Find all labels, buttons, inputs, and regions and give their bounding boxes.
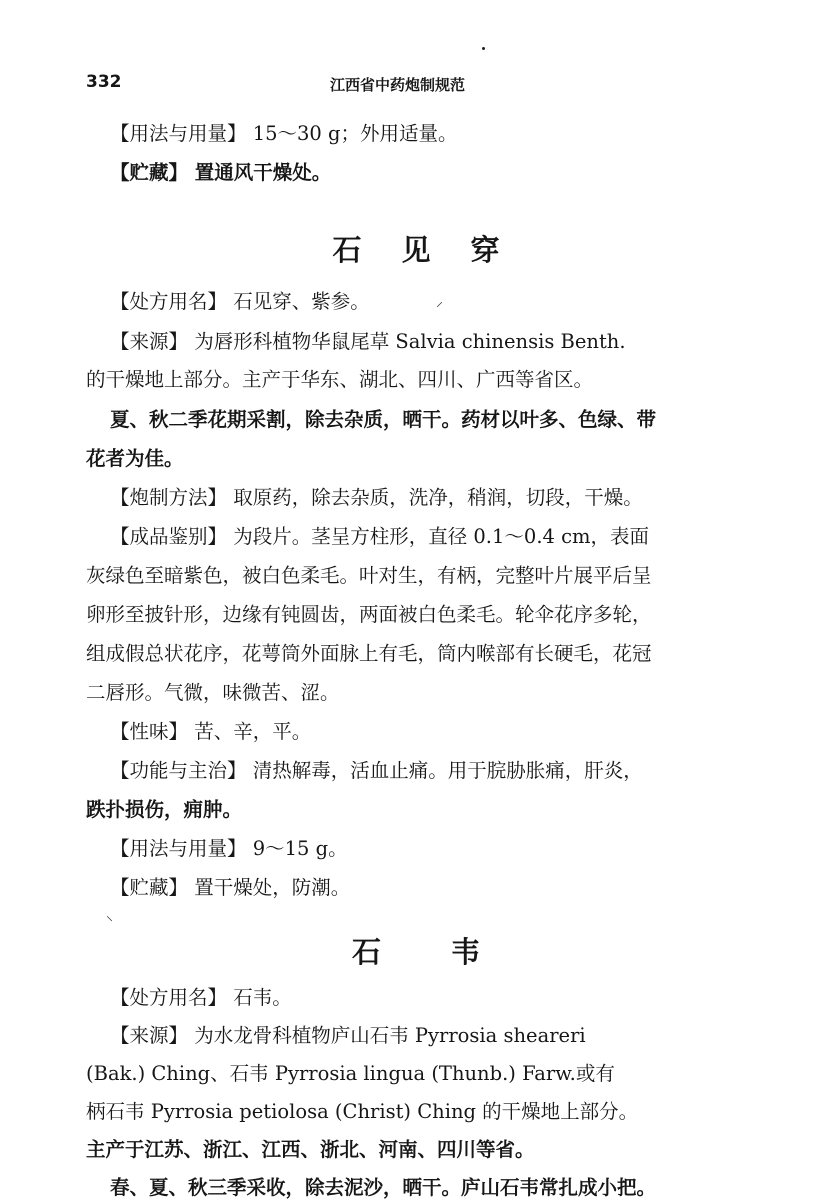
entry1-line: 【来源】 为唇形科植物华鼠尾草 Salvia chinensis Benth. [110, 330, 626, 353]
entry2-line: (Bak.) Ching、石韦 Pyrrosia lingua (Thunb.) Farw.或有 [86, 1062, 615, 1085]
page-number: 332 [86, 72, 122, 92]
entry1-line: 夏、秋二季花期采割，除去杂质，晒干。药材以叶多、色绿、带 [110, 408, 657, 431]
entry1-line: 组成假总状花序，花萼筒外面脉上有毛，筒内喉部有长硬毛，花冠 [86, 642, 652, 665]
entry1-line: 【用法与用量】 9～15 g。 [110, 837, 348, 860]
entry1-line: 【性味】 苦、辛，平。 [110, 720, 312, 743]
stray-mark: ⸌ [106, 914, 113, 930]
entry2-line: 【处方用名】 石韦。 [110, 986, 292, 1009]
entry1-line: 二唇形。气微，味微苦、涩。 [86, 681, 340, 704]
entry1-line: 的干燥地上部分。主产于华东、湖北、四川、广西等省区。 [86, 368, 594, 391]
entry1-line: 卵形至披针形，边缘有钝圆齿，两面被白色柔毛。轮伞花序多轮， [86, 603, 652, 626]
usage-dosage-line: 【用法与用量】 15～30 g；外用适量。 [110, 122, 458, 145]
entry2-line: 主产于江苏、浙江、江西、浙北、河南、四川等省。 [86, 1138, 535, 1161]
entry1-line: 跌扑损伤，痈肿。 [86, 798, 243, 821]
entry1-line: 花者为佳。 [86, 447, 184, 470]
entry1-line: 【成品鉴别】 为段片。茎呈方柱形，直径 0.1～0.4 cm，表面 [110, 525, 650, 548]
print-speck [482, 47, 485, 50]
entry-title-shiwei: 石韦 [351, 935, 550, 969]
entry2-line: 春、夏、秋三季采收，除去泥沙，晒干。庐山石韦常扎成小把。 [110, 1176, 657, 1199]
storage-line: 【贮藏】 置通风干燥处。 [110, 161, 332, 184]
running-title: 江西省中药炮制规范 [330, 76, 466, 94]
entry1-line: 【功能与主治】 清热解毒，活血止痛。用于脘胁胀痛，肝炎， [110, 759, 643, 782]
entry1-line: 【处方用名】 石见穿、紫参。 [110, 290, 370, 313]
entry2-line: 【来源】 为水龙骨科植物庐山石韦 Pyrrosia sheareri [110, 1024, 586, 1047]
page-header [86, 72, 726, 102]
entry2-line: 柄石韦 Pyrrosia petiolosa (Christ) Ching 的干燥地上部分。 [86, 1100, 639, 1123]
entry1-line: 灰绿色至暗紫色，被白色柔毛。叶对生，有柄，完整叶片展平后呈 [86, 564, 652, 587]
entry1-line: 【贮藏】 置干燥处，防潮。 [110, 876, 351, 899]
entry-title-shijianchuan: 石见穿 [332, 233, 540, 267]
stray-mark: ⸝ [436, 294, 443, 310]
entry1-line: 【炮制方法】 取原药，除去杂质，洗净，稍润，切段，干燥。 [110, 486, 643, 509]
